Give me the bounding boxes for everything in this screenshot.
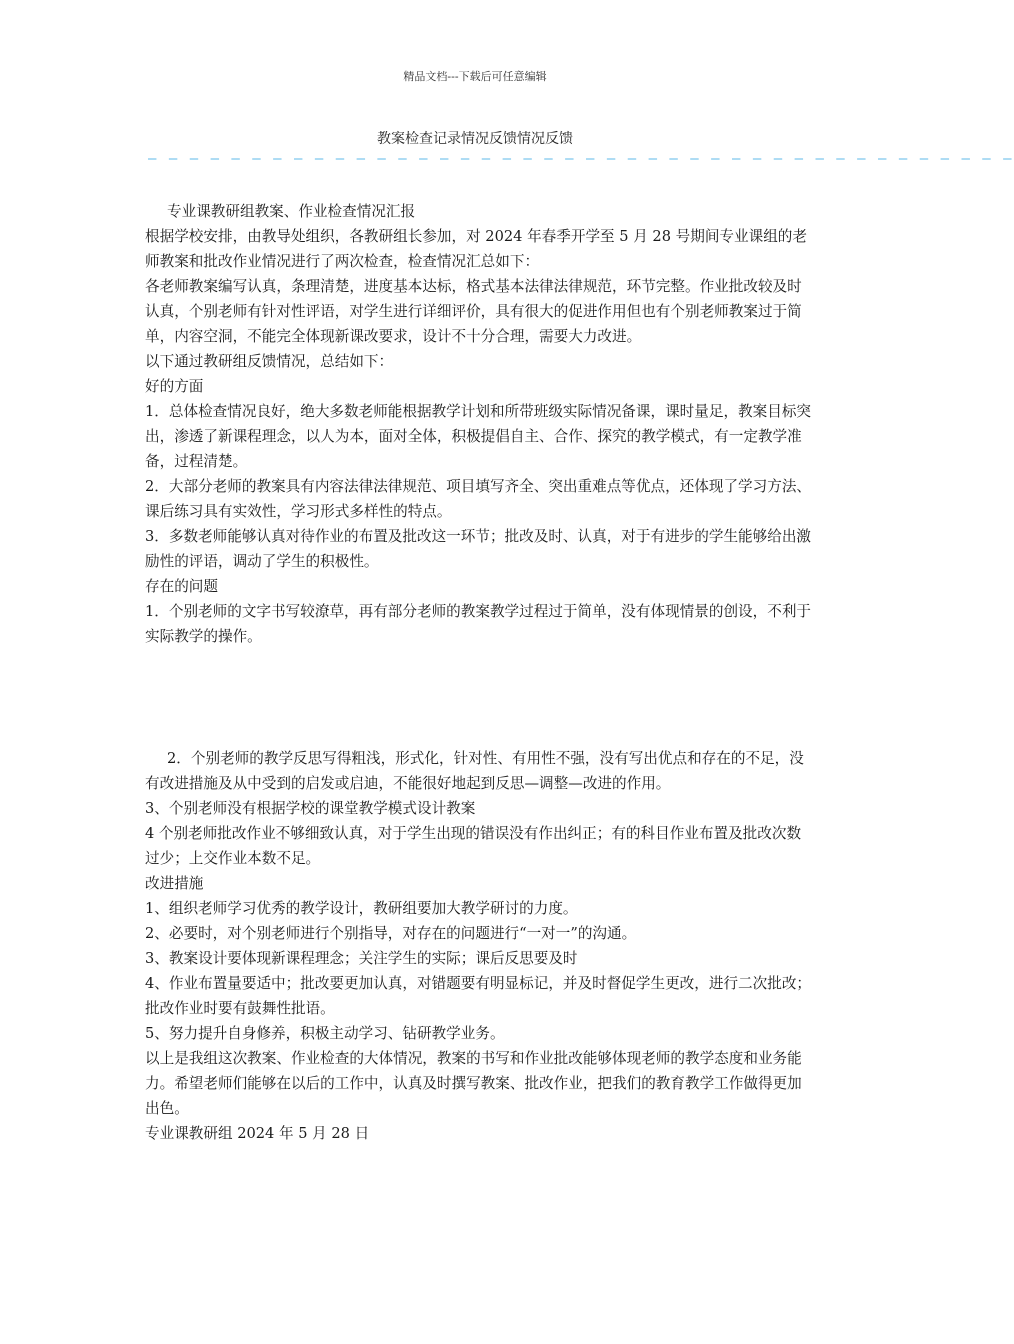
- list-item-improvement-3: 3、教案设计要体现新课程理念；关注学生的实际；课后反思要及时: [145, 950, 578, 967]
- list-item-strength-2: 2．大部分老师的教案具有内容法律法律规范、项目填写齐全、突出重难点等优点，还体现了学习方法、课后练习具有实效性，学习形式多样性的特点。: [145, 478, 812, 520]
- signature-line: 专业课教研组 2024 年 5 月 28 日: [145, 1125, 370, 1142]
- paragraph-conclusion: 以上是我组这次教案、作业检查的大体情况，教案的书写和作业批改能够体现老师的教学态度和业务能力。希望老师们能够在以后的工作中，认真及时撰写教案、批改作业，把我们的教育教学工作做得更加出色。: [145, 1050, 802, 1117]
- paragraph-feedback-lead: 以下通过教研组反馈情况，总结如下：: [145, 353, 394, 370]
- list-item-strength-3: 3．多数老师能够认真对待作业的布置及批改这一环节；批改及时、认真，对于有进步的学生能够给出激励性的评语，调动了学生的积极性。: [145, 528, 812, 570]
- report-heading: 专业课教研组教案、作业检查情况汇报: [167, 203, 416, 220]
- list-item-improvement-1: 1、组织老师学习优秀的教学设计，教研组要加大教学研讨的力度。: [145, 900, 578, 917]
- document-title: 教案检查记录情况反馈情况反馈: [377, 131, 573, 147]
- section-heading-improvements: 改进措施: [145, 875, 204, 892]
- header-note: 精品文档---下载后可任意编辑: [403, 70, 547, 83]
- report-section-1: [145, 199, 813, 649]
- report-section-2: [145, 746, 813, 1146]
- section-heading-strengths: 好的方面: [145, 378, 204, 395]
- list-item-strength-1: 1．总体检查情况良好，绝大多数老师能根据教学计划和所带班级实际情况备课，课时量足，教案目标突出，渗透了新课程理念，以人为本，面对全体，积极提倡自主、合作、探究的教学模式，有一定教学准备，过程清楚。: [145, 403, 812, 470]
- list-item-problem-4: 4 个别老师批改作业不够细致认真，对于学生出现的错误没有作出纠正；有的科目作业布置及批改次数过少；上交作业本数不足。: [145, 825, 802, 867]
- list-item-problem-2: 2．个别老师的教学反思写得粗浅，形式化，针对性、有用性不强，没有写出优点和存在的不足，没有改进措施及从中受到的启发或启迪，不能很好地起到反思—调整—改进的作用。: [145, 750, 804, 792]
- list-item-problem-1: 1．个别老师的文字书写较潦草，再有部分老师的教案教学过程过于简单，没有体现情景的创设，不利于实际教学的操作。: [145, 603, 812, 645]
- list-item-improvement-4: 4、作业布置量要适中；批改要更加认真，对错题要有明显标记，并及时督促学生更改，进行二次批改；批改作业时要有鼓舞性批语。: [145, 975, 812, 1017]
- list-item-improvement-2: 2、必要时，对个别老师进行个别指导，对存在的问题进行“一对一”的沟通。: [145, 925, 637, 942]
- list-item-improvement-5: 5、努力提升自身修养，积极主动学习、钻研教学业务。: [145, 1025, 505, 1042]
- paragraph-intro: 根据学校安排，由教导处组织，各教研组长参加，对 2024 年春季开学至 5 月 28 号期间专业课组的老师教案和批改作业情况进行了两次检查，检查情况汇总如下：: [145, 228, 807, 270]
- list-item-problem-3: 3、个别老师没有根据学校的课堂教学模式设计教案: [145, 800, 476, 817]
- section-heading-problems: 存在的问题: [145, 578, 218, 595]
- paragraph-summary: 各老师教案编写认真，条理清楚，进度基本达标，格式基本法律法律规范，环节完整。作业批改较及时认真，个别老师有针对性评语，对学生进行详细评价，具有很大的促进作用但也有个别老师教案过于简单，内容空洞，不能完全体现新课改要求，设计不十分合理，需要大力改进。: [145, 278, 802, 345]
- title-dashed-rule: — — — — — — — — — — — — — — — — — — — — — — — — — — — — — — — — — — — — — — — — — —: [148, 151, 1014, 167]
